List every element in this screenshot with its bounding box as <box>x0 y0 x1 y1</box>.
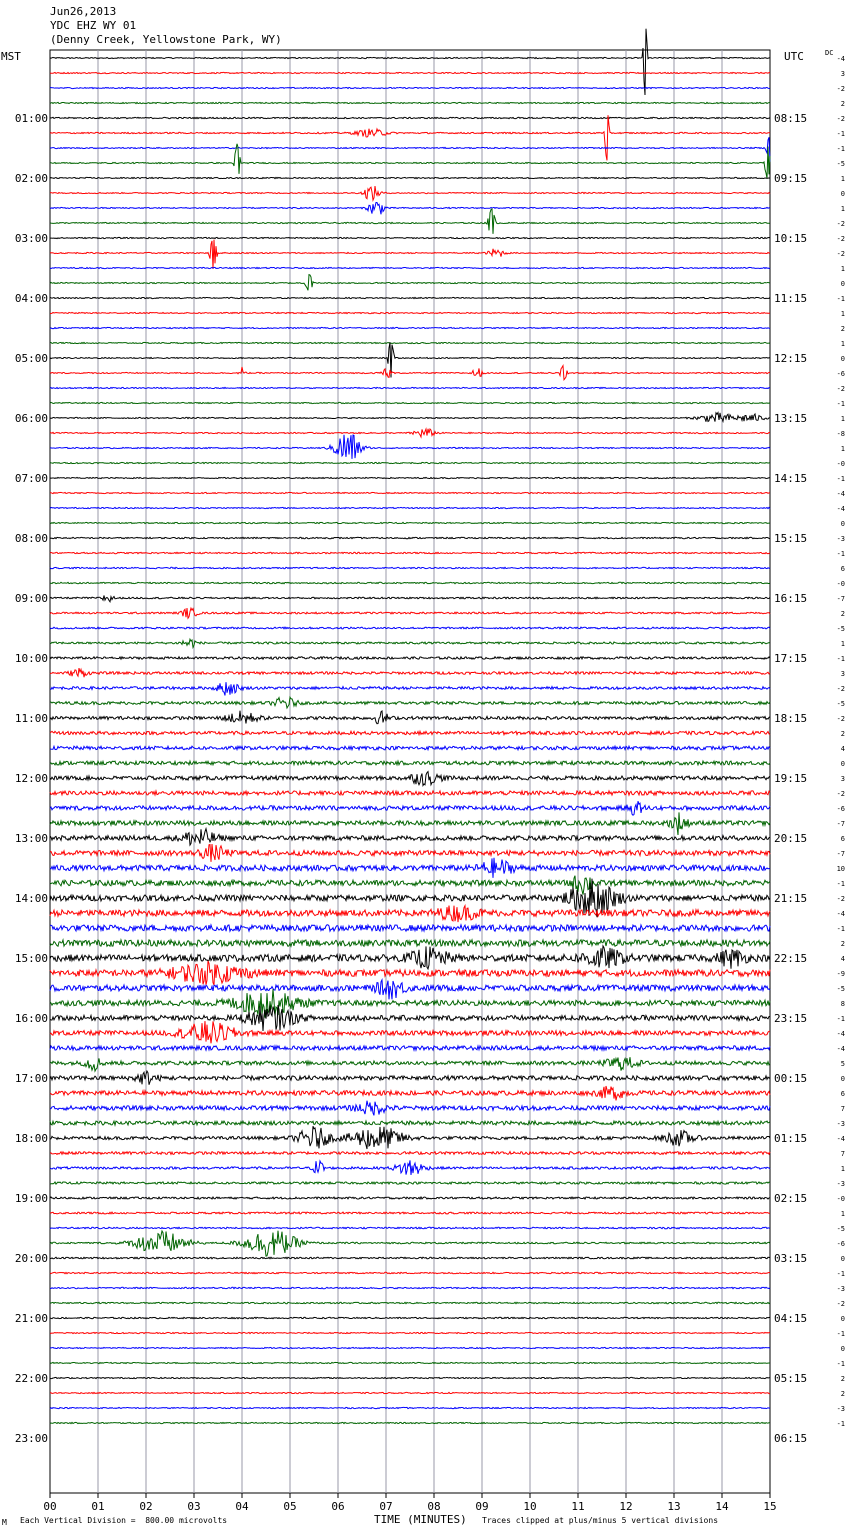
x-tick-label: 12 <box>619 1500 633 1513</box>
dc-offset-label: 2 <box>840 100 845 108</box>
seismic-trace <box>50 946 770 969</box>
dc-offset-label: 0 <box>840 1075 845 1083</box>
dc-offset-label: -1 <box>836 550 845 558</box>
right-time-label: 14:15 <box>774 472 808 485</box>
dc-offset-label: 1 <box>840 640 845 648</box>
left-time-label: 06:00 <box>14 412 48 425</box>
dc-offset-label: -3 <box>836 1120 845 1128</box>
x-tick-label: 09 <box>475 1500 489 1513</box>
seismic-trace <box>50 1317 770 1318</box>
seismic-trace <box>50 1422 770 1423</box>
date-label: Jun26,2013 <box>50 5 117 18</box>
dc-offset-label: 6 <box>840 565 845 573</box>
dc-offset-label: -3 <box>836 1285 845 1293</box>
seismic-trace <box>50 327 770 328</box>
right-time-label: 01:15 <box>774 1132 808 1145</box>
seismic-trace <box>50 639 770 647</box>
dc-offset-label: 1 <box>840 340 845 348</box>
dc-offset-label: 1 <box>840 175 845 183</box>
right-time-label: 06:15 <box>774 1432 808 1445</box>
dc-offset-label: -2 <box>836 235 845 243</box>
dc-offset-label: -1 <box>836 925 845 933</box>
dc-offset-label: 4 <box>840 745 845 753</box>
dc-offset-label: -2 <box>836 250 845 258</box>
dc-offset-label: 7 <box>840 1105 845 1113</box>
seismic-trace <box>50 761 770 765</box>
right-time-label: 21:15 <box>774 892 808 905</box>
dc-offset-label: -2 <box>836 685 845 693</box>
left-time-label: 02:00 <box>14 172 48 185</box>
seismic-trace <box>50 203 770 215</box>
dc-offset-label: -1 <box>836 1015 845 1023</box>
x-tick-label: 10 <box>523 1500 537 1513</box>
dc-offset-label: 0 <box>840 280 845 288</box>
left-time-label: 14:00 <box>14 892 48 905</box>
dc-offset-label: 10 <box>836 865 845 873</box>
dc-offset-label: -4 <box>836 490 845 498</box>
x-tick-label: 15 <box>763 1500 777 1513</box>
dc-offset-label: -5 <box>836 625 845 633</box>
seismic-trace <box>50 1231 770 1256</box>
right-time-label: 22:15 <box>774 952 808 965</box>
dc-offset-label: -1 <box>836 130 845 138</box>
seismic-trace <box>50 582 770 583</box>
dc-offset-label: 0 <box>840 520 845 528</box>
right-time-label: 15:15 <box>774 532 808 545</box>
dc-offset-label: -0 <box>836 580 845 588</box>
seismic-trace <box>50 697 770 708</box>
x-tick-label: 02 <box>139 1500 153 1513</box>
dc-offset-label: -1 <box>836 1330 845 1338</box>
dc-offset-label: -6 <box>836 805 845 813</box>
dc-offset-label: 7 <box>840 1150 845 1158</box>
footer-mark: M <box>2 1518 7 1527</box>
x-tick-label: 13 <box>667 1500 681 1513</box>
dc-offset-label: -3 <box>836 535 845 543</box>
seismic-trace <box>50 906 770 923</box>
x-tick-label: 08 <box>427 1500 441 1513</box>
dc-offset-label: -4 <box>836 1135 845 1143</box>
seismic-trace <box>50 507 770 508</box>
dc-offset-label: -9 <box>836 970 845 978</box>
dc-offset-label: -7 <box>836 595 845 603</box>
seismic-trace <box>50 682 770 695</box>
seismic-trace <box>50 1126 770 1149</box>
dc-offset-label: -1 <box>836 1270 845 1278</box>
dc-offset-label: -0 <box>836 1195 845 1203</box>
seismic-trace <box>50 1227 770 1229</box>
seismic-trace <box>50 1287 770 1288</box>
seismic-trace <box>50 537 770 538</box>
dc-offset-label: -6 <box>836 370 845 378</box>
dc-offset-label: 1 <box>840 445 845 453</box>
right-time-label: 00:15 <box>774 1072 808 1085</box>
dc-offset-label: -4 <box>836 910 845 918</box>
left-time-label: 10:00 <box>14 652 48 665</box>
right-time-label: 11:15 <box>774 292 808 305</box>
x-tick-label: 06 <box>331 1500 345 1513</box>
dc-offset-label: 0 <box>840 760 845 768</box>
seismic-trace <box>50 492 770 493</box>
seismic-trace <box>50 829 770 845</box>
left-time-label: 13:00 <box>14 832 48 845</box>
seismic-trace <box>50 1302 770 1303</box>
dc-offset-label: -0 <box>836 460 845 468</box>
seismic-trace <box>50 989 770 1017</box>
left-time-label: 11:00 <box>14 712 48 725</box>
seismic-trace <box>50 366 770 380</box>
seismic-trace <box>50 940 770 947</box>
dc-offset-label: -3 <box>836 1405 845 1413</box>
dc-offset-label: -1 <box>836 295 845 303</box>
left-time-label: 16:00 <box>14 1012 48 1025</box>
seismic-trace <box>50 858 770 878</box>
dc-offset-label: 1 <box>840 1210 845 1218</box>
dc-offset-label: -2 <box>836 85 845 93</box>
seismic-trace <box>50 1362 770 1363</box>
clip-note: Traces clipped at plus/minus 5 vertical divisions <box>482 1516 719 1525</box>
seismic-trace <box>50 209 770 234</box>
seismic-trace <box>50 731 770 734</box>
dc-offset-label: 2 <box>840 325 845 333</box>
dc-offset-label: -2 <box>836 220 845 228</box>
seismic-trace <box>50 1046 770 1050</box>
dc-offset-label: -1 <box>836 880 845 888</box>
dc-offset-label: -1 <box>836 1420 845 1428</box>
seismic-trace <box>50 275 770 291</box>
dc-offset-label: 2 <box>840 1390 845 1398</box>
dc-offset-label: 1 <box>840 310 845 318</box>
seismic-trace <box>50 1057 770 1071</box>
right-time-label: 13:15 <box>774 412 808 425</box>
dc-offset-label: 1 <box>840 415 845 423</box>
left-time-label: 04:00 <box>14 292 48 305</box>
seismic-trace <box>50 980 770 999</box>
seismic-trace <box>50 402 770 403</box>
seismic-trace <box>50 876 770 895</box>
left-time-label: 07:00 <box>14 472 48 485</box>
right-time-label: 09:15 <box>774 172 808 185</box>
dc-offset-label: 3 <box>840 775 845 783</box>
seismic-trace <box>50 567 770 568</box>
dc-offset-label: -2 <box>836 115 845 123</box>
dc-offset-label: 1 <box>840 265 845 273</box>
x-tick-label: 03 <box>187 1500 201 1513</box>
seismic-trace <box>50 413 770 422</box>
dc-offset-label: -2 <box>836 895 845 903</box>
left-time-label: 15:00 <box>14 952 48 965</box>
dc-offset-label: 2 <box>840 940 845 948</box>
x-axis-title: TIME (MINUTES) <box>374 1513 467 1526</box>
seismic-trace <box>50 177 770 178</box>
seismic-trace <box>50 711 770 724</box>
seismic-trace <box>50 342 770 343</box>
right-time-label: 23:15 <box>774 1012 808 1025</box>
dc-offset-label: 3 <box>840 670 845 678</box>
dc-offset-label: 6 <box>840 1090 845 1098</box>
right-time-label: 04:15 <box>774 1312 808 1325</box>
dc-offset-label: -8 <box>836 430 845 438</box>
dc-offset-label: 0 <box>840 355 845 363</box>
dc-offset-label: -2 <box>836 715 845 723</box>
x-tick-label: 05 <box>283 1500 297 1513</box>
left-time-label: 18:00 <box>14 1132 48 1145</box>
seismic-trace <box>50 102 770 103</box>
seismic-trace <box>50 746 770 750</box>
seismic-trace <box>50 1257 770 1259</box>
dc-offset-label: 4 <box>840 955 845 963</box>
left-time-label: 19:00 <box>14 1192 48 1205</box>
seismic-trace <box>50 1407 770 1408</box>
right-timezone-label: UTC <box>784 50 804 63</box>
seismic-trace <box>50 435 770 459</box>
right-time-label: 16:15 <box>774 592 808 605</box>
dc-offset-label: -5 <box>836 1225 845 1233</box>
dc-offset-label: 0 <box>840 190 845 198</box>
seismic-trace <box>50 115 770 160</box>
axis-labels <box>15 55 845 1513</box>
right-time-label: 02:15 <box>774 1192 808 1205</box>
seismic-trace <box>50 1332 770 1333</box>
seismic-trace <box>50 1212 770 1214</box>
dc-offset-label: -4 <box>836 1030 845 1038</box>
dc-offset-label: -4 <box>836 505 845 513</box>
x-tick-label: 11 <box>571 1500 585 1513</box>
seismic-trace <box>50 1392 770 1393</box>
seismic-trace <box>50 1071 770 1085</box>
left-timezone-label: MST <box>1 50 21 63</box>
seismic-trace <box>50 812 770 835</box>
dc-offset-label: -6 <box>836 1240 845 1248</box>
dc-offset-label: -2 <box>836 790 845 798</box>
seismic-trace <box>50 186 770 200</box>
right-time-label: 19:15 <box>774 772 808 785</box>
seismic-trace <box>50 1005 770 1031</box>
dc-offset-label: 6 <box>840 835 845 843</box>
seismic-trace <box>50 1101 770 1116</box>
seismic-trace <box>50 312 770 313</box>
right-time-label: 03:15 <box>774 1252 808 1265</box>
seismic-trace <box>50 477 770 478</box>
right-time-label: 10:15 <box>774 232 808 245</box>
seismic-trace <box>50 522 770 523</box>
seismic-trace <box>50 144 770 179</box>
x-tick-label: 04 <box>235 1500 249 1513</box>
dc-offset-label: -7 <box>836 850 845 858</box>
dc-offset-label: -4 <box>836 1045 845 1053</box>
seismic-trace <box>50 627 770 629</box>
seismic-trace <box>50 462 770 463</box>
dc-offset-label: -1 <box>836 1360 845 1368</box>
seismic-trace <box>50 801 770 815</box>
seismic-trace <box>50 772 770 786</box>
minute-gridlines <box>50 50 770 1493</box>
left-time-label: 05:00 <box>14 352 48 365</box>
left-time-label: 12:00 <box>14 772 48 785</box>
dc-offset-label: -1 <box>836 475 845 483</box>
left-time-label: 08:00 <box>14 532 48 545</box>
dc-offset-label: 2 <box>840 610 845 618</box>
seismic-trace <box>50 596 770 602</box>
left-time-label: 17:00 <box>14 1072 48 1085</box>
left-time-label: 09:00 <box>14 592 48 605</box>
seismic-trace <box>50 608 770 618</box>
seismic-trace <box>50 240 770 269</box>
right-time-label: 05:15 <box>774 1372 808 1385</box>
seismic-trace <box>50 429 770 437</box>
dc-offset-label: 3 <box>840 70 845 78</box>
dc-offset-label: 8 <box>840 1000 845 1008</box>
seismic-trace <box>50 1021 770 1043</box>
dc-offset-label: 1 <box>840 205 845 213</box>
seismic-trace <box>50 552 770 553</box>
seismic-trace <box>50 267 770 268</box>
left-time-label: 01:00 <box>14 112 48 125</box>
station-label: YDC EHZ WY 01 <box>50 19 137 32</box>
seismic-trace <box>50 1121 770 1125</box>
dc-offset-label: -5 <box>836 700 845 708</box>
dc-offset-label: -1 <box>836 145 845 153</box>
location-label: (Denny Creek, Yellowstone Park, WY) <box>50 33 282 46</box>
dc-label: DC <box>825 49 834 57</box>
trace-lines <box>50 29 770 1424</box>
dc-offset-label: -2 <box>836 385 845 393</box>
seismic-trace <box>50 791 770 795</box>
x-tick-label: 07 <box>379 1500 393 1513</box>
seismic-trace <box>50 1197 770 1199</box>
right-time-label: 18:15 <box>774 712 808 725</box>
right-time-label: 12:15 <box>774 352 808 365</box>
seismic-trace <box>50 237 770 238</box>
seismic-trace <box>50 668 770 677</box>
right-time-label: 17:15 <box>774 652 808 665</box>
seismic-trace <box>50 1377 770 1378</box>
scale-note: Each Vertical Division = 800.00 microvolts <box>20 1516 228 1525</box>
seismic-trace <box>50 657 770 659</box>
right-time-label: 20:15 <box>774 832 808 845</box>
left-time-label: 03:00 <box>14 232 48 245</box>
seismic-trace <box>50 387 770 388</box>
seismic-trace <box>50 1160 770 1175</box>
dc-offset-label: 2 <box>840 1375 845 1383</box>
dc-offset-label: -5 <box>836 160 845 168</box>
dc-offset-label: 0 <box>840 1255 845 1263</box>
dc-offset-label: 0 <box>840 1315 845 1323</box>
plot-frame <box>50 50 770 1493</box>
x-tick-label: 01 <box>91 1500 105 1513</box>
left-time-label: 20:00 <box>14 1252 48 1265</box>
seismic-trace <box>50 72 770 73</box>
seismic-trace <box>50 1347 770 1348</box>
x-tick-label: 14 <box>715 1500 729 1513</box>
dc-offset-label: -1 <box>836 400 845 408</box>
seismic-trace <box>50 1086 770 1100</box>
dc-offset-label: -3 <box>836 1180 845 1188</box>
seismic-trace <box>50 1182 770 1184</box>
seismic-trace <box>50 137 770 161</box>
seismic-trace <box>50 117 770 118</box>
left-time-label: 22:00 <box>14 1372 48 1385</box>
dc-offset-label: 2 <box>840 730 845 738</box>
dc-offset-label: -4 <box>836 55 845 63</box>
seismic-trace <box>50 1272 770 1273</box>
seismic-trace <box>50 925 770 931</box>
seismic-trace <box>50 87 770 88</box>
dc-offset-label: -7 <box>836 820 845 828</box>
left-time-label: 23:00 <box>14 1432 48 1445</box>
x-tick-label: 00 <box>43 1500 57 1513</box>
right-time-label: 08:15 <box>774 112 808 125</box>
seismic-trace <box>50 961 770 985</box>
dc-offset-label: -5 <box>836 985 845 993</box>
dc-offset-label: 1 <box>840 1165 845 1173</box>
seismic-trace <box>50 1152 770 1155</box>
dc-offset-label: 0 <box>840 1345 845 1353</box>
seismic-trace <box>50 844 770 862</box>
dc-offset-label: 5 <box>840 1060 845 1068</box>
dc-offset-label: -2 <box>836 1300 845 1308</box>
left-time-label: 21:00 <box>14 1312 48 1325</box>
seismic-trace <box>50 297 770 298</box>
dc-offset-label: -1 <box>836 655 845 663</box>
